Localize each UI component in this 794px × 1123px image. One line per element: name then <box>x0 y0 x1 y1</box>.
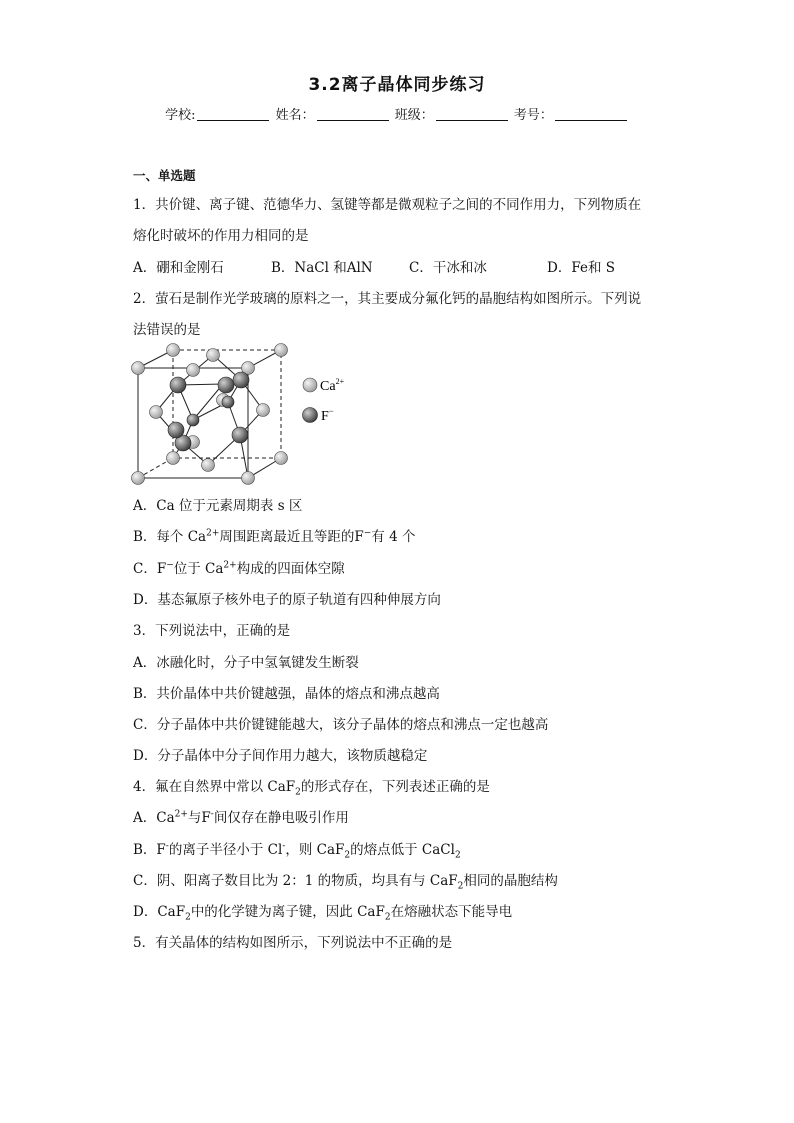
q1-option-b: B．NaCl 和AlN <box>271 260 373 276</box>
q1-options <box>133 256 615 276</box>
q3-option-c: C．分子晶体中共价键键能越大，该分子晶体的熔点和沸点一定也越高 <box>133 717 549 733</box>
q1-option-c: C．干冰和冰 <box>409 260 487 276</box>
number-blank[interactable] <box>555 107 627 121</box>
legend-f-swatch <box>303 408 318 423</box>
q4-option-d: D．CaF$_2$中的化学键为离子键，因此 CaF$_2$在熔融状态下能导电 <box>133 904 513 923</box>
legend-ca-label: $Ca^{2+}$ <box>320 377 345 394</box>
q3-option-d: D．分子晶体中分子间作用力越大，该物质越稳定 <box>133 748 428 764</box>
name-label: 姓名： <box>275 108 315 123</box>
q3-stem: 3．下列说法中，正确的是 <box>133 623 291 639</box>
q4-option-c: C．阴、阳离子数目比为 2：1 的物质，均具有与 CaF$_2$相同的晶胞结构 <box>133 873 558 892</box>
q5-stem: 5．有关晶体的结构如图所示，下列说法中不正确的是 <box>133 935 453 951</box>
q2-stem-line2: 法错误的是 <box>133 322 201 338</box>
legend-f-label: F− <box>321 406 334 424</box>
q2-option-b: B．每个 $Ca^{2+}$周围距离最近且等距的F−有 4 个 <box>133 528 416 545</box>
q4-option-b: B．F-的离子半径小于 Cl-，则 CaF$_2$的熔点低于 CaCl$_2$ <box>133 841 461 861</box>
q1-option-d: D．Fe和 S <box>547 260 615 276</box>
diagram-legend <box>303 377 345 424</box>
legend-ca-swatch <box>303 378 317 392</box>
q4-stem: 4．氟在自然界中常以 CaF$_2$的形式存在，下列表述正确的是 <box>133 779 490 798</box>
q3-option-b: B．共价晶体中共价键越强，晶体的熔点和沸点越高 <box>133 686 440 702</box>
page-title: 3.2离子晶体同步练习 <box>308 75 486 95</box>
number-label: 考号： <box>513 108 553 123</box>
q1-option-a: A．硼和金刚石 <box>133 260 224 276</box>
q1-stem-line1: 1．共价键、离子键、范德华力、氢键等都是微观粒子之间的不同作用力，下列物质在 <box>133 197 642 213</box>
q2-option-d: D．基态氟原子核外电子的原子轨道有四种伸展方向 <box>133 592 441 608</box>
q2-option-a: A．Ca 位于元素周期表 s 区 <box>133 498 303 514</box>
school-blank[interactable] <box>197 107 269 121</box>
q3-option-a: A．冰融化时，分子中氢氧键发生断裂 <box>133 655 359 671</box>
q2-option-c: C．F−位于 $Ca^{2+}$构成的四面体空隙 <box>133 560 345 577</box>
section-heading: 一、单选题 <box>133 168 196 183</box>
q2-stem-line1: 2．萤石是制作光学玻璃的原料之一，其主要成分氟化钙的晶胞结构如图所示。下列说 <box>133 291 642 307</box>
class-blank[interactable] <box>436 107 508 121</box>
student-info-line <box>0 104 794 123</box>
school-label: 学校: <box>165 108 196 123</box>
q1-stem-line2: 熔化时破坏的作用力相同的是 <box>133 228 309 244</box>
fluorite-unit-cell-diagram <box>128 340 368 490</box>
ca-ions <box>132 344 288 485</box>
q4-option-a: A．$Ca^{2+}$与F-间仅存在静电吸引作用 <box>133 809 349 826</box>
class-label: 班级： <box>394 108 434 123</box>
name-blank[interactable] <box>317 107 389 121</box>
